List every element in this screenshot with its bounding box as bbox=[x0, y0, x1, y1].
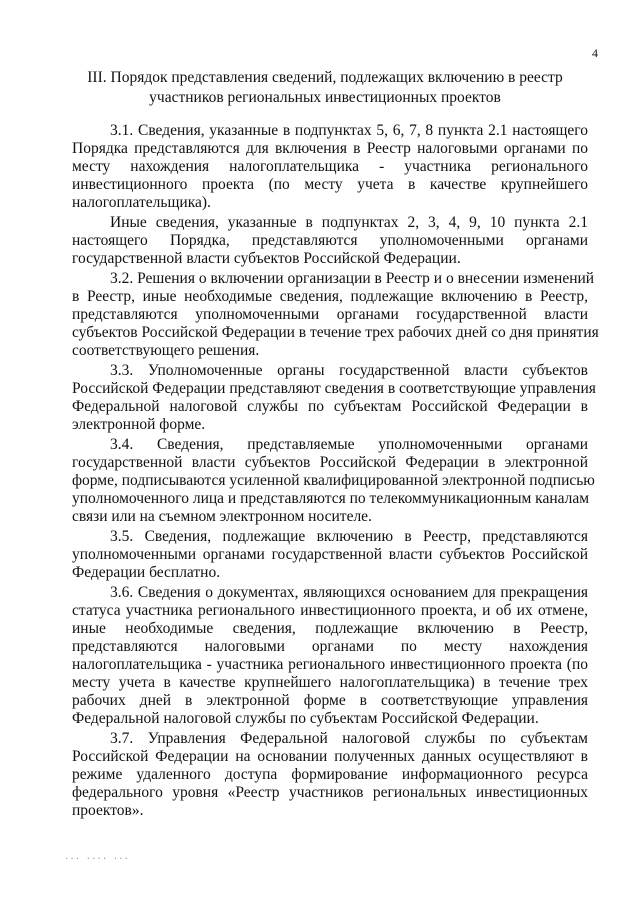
paragraph-line: Федерации бесплатно. bbox=[72, 564, 221, 581]
paragraph-line: Федеральной налоговой службы по субъектам Российской Федерации. bbox=[72, 710, 539, 727]
paragraph-line: в Реестр, иные необходимые сведения, подлежащие включению в Реестр, bbox=[72, 288, 588, 305]
paragraph-line: 3.2. Решения о включении организации в Реестр и о внесении изменений bbox=[110, 270, 595, 287]
paragraph-line: 3.4. Сведения, представляемые уполномоченными органами bbox=[110, 436, 588, 453]
document-body bbox=[72, 122, 599, 822]
paragraph-line: соответствующего решения. bbox=[72, 342, 260, 359]
paragraph-line: рабочих дней в электронной форме в соответствующие управления bbox=[72, 692, 588, 709]
paragraph-line: 3.1. Сведения, указанные в подпунктах 5, 6, 7, 8 пункта 2.1 настоящего bbox=[110, 122, 588, 139]
paragraph-line: связи или на съемном электронном носителе. bbox=[72, 508, 372, 525]
paragraph-line: государственной власти субъектов Российской Федерации. bbox=[72, 250, 461, 267]
paragraph-line: режиме удаленного доступа формирование информационного ресурса bbox=[72, 766, 588, 783]
paragraph-line: настоящего Порядка, представляются уполномоченными органами bbox=[72, 232, 588, 249]
paragraph-line: Федеральной налоговой службы по субъектам Российской Федерации в bbox=[72, 398, 588, 415]
heading-line: III. Порядок представления сведений, подлежащих включению в реестр bbox=[87, 69, 563, 86]
paragraph-line: Российской Федерации представляют сведения в соответствующие управления bbox=[72, 380, 596, 397]
paragraph-line: 3.6. Сведения о документах, являющихся основанием для прекращения bbox=[110, 584, 588, 601]
paragraph bbox=[72, 584, 588, 728]
paragraph bbox=[72, 122, 588, 212]
paragraph bbox=[72, 214, 588, 268]
paragraph-line: Порядка представляются для включения в Реестр налоговыми органами по bbox=[72, 140, 588, 157]
paragraph bbox=[72, 528, 588, 582]
paragraph-line: иные необходимые сведения, подлежащие включению в Реестр, bbox=[72, 620, 588, 637]
paragraph-line: 3.7. Управления Федеральной налоговой службы по субъектам bbox=[110, 730, 588, 747]
paragraph-line: Иные сведения, указанные в подпунктах 2, 3, 4, 9, 10 пункта 2.1 bbox=[110, 214, 588, 231]
heading-line: участников региональных инвестиционных проектов bbox=[149, 89, 501, 106]
paragraph-line: статуса участника регионального инвестиционного проекта, и об их отмене, bbox=[72, 602, 588, 619]
paragraph-line: уполномоченного лица и представляются по телекоммуникационным каналам bbox=[72, 490, 590, 507]
paragraph-line: государственной власти субъектов Российской Федерации в электронной bbox=[72, 454, 588, 471]
paragraph bbox=[72, 362, 596, 434]
paragraph bbox=[72, 730, 588, 820]
paragraph-line: представляются налоговыми органами по месту нахождения bbox=[72, 638, 588, 655]
section-heading bbox=[60, 68, 590, 108]
paragraph-line: налогоплательщика). bbox=[72, 194, 211, 211]
paragraph-line: 3.3. Уполномоченные органы государственной власти субъектов bbox=[110, 362, 588, 379]
paragraph-line: проектов». bbox=[72, 802, 144, 819]
paragraph-line: инвестиционного проекта (по месту учета в качестве крупнейшего bbox=[72, 176, 588, 193]
paragraph-line: субъектов Российской Федерации в течение трех рабочих дней со дня принятия bbox=[72, 324, 599, 341]
scan-artifact-mark: ... .... ... bbox=[64, 852, 130, 862]
paragraph-line: 3.5. Сведения, подлежащие включению в Реестр, представляются bbox=[110, 528, 588, 545]
paragraph-line: форме, подписываются усиленной квалифицированной электронной подписью bbox=[72, 472, 595, 489]
paragraph bbox=[72, 270, 599, 360]
paragraph-line: месту нахождения налогоплательщика - участника регионального bbox=[72, 158, 588, 175]
paragraph-line: Российской Федерации на основании полученных данных осуществляют в bbox=[72, 748, 588, 765]
paragraph-line: месту учета в качестве крупнейшего налогоплательщика) в течение трех bbox=[72, 674, 588, 691]
paragraph-line: налогоплательщика - участника регионального инвестиционного проекта (по bbox=[72, 656, 588, 673]
paragraph-line: представляются уполномоченными органами государственной власти bbox=[72, 306, 588, 323]
page-number: 4 bbox=[592, 46, 598, 60]
paragraph-line: электронной форме. bbox=[72, 416, 206, 433]
paragraph bbox=[72, 436, 595, 526]
paragraph-line: федерального уровня «Реестр участников региональных инвестиционных bbox=[72, 784, 588, 801]
paragraph-line: уполномоченными органами государственной власти субъектов Российской bbox=[72, 546, 588, 563]
